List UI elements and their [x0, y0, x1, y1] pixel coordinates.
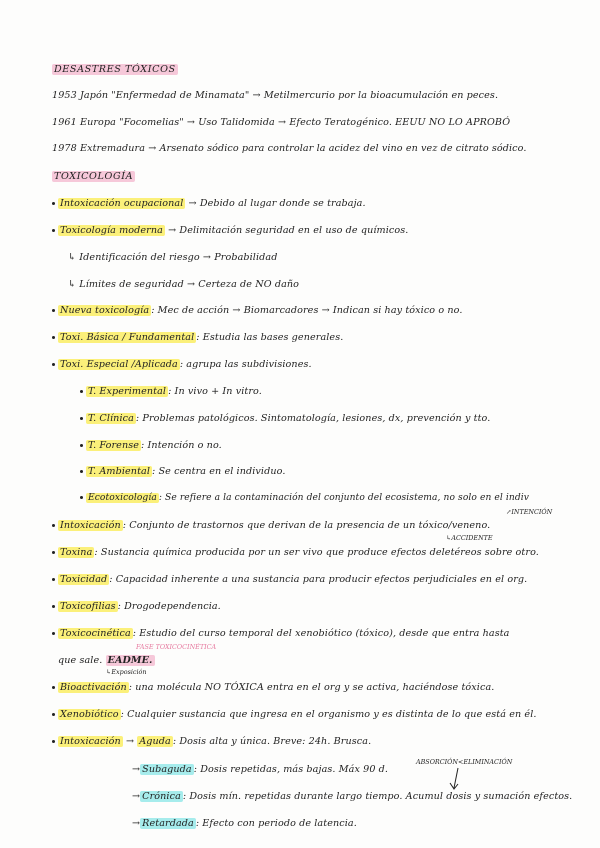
bullet-icon	[52, 309, 55, 312]
arrow-right-icon: →	[132, 764, 141, 775]
definition: : In vivo + In vitro.	[168, 386, 262, 397]
list-item-toxi-especial	[52, 359, 312, 370]
definition: : Efecto con periodo de latencia.	[195, 818, 357, 829]
bullet-icon	[52, 363, 55, 366]
bullet-icon	[52, 578, 55, 581]
definition: : una molécula NO TÓXICA entra en el org y se activa, haciéndose tóxica.	[128, 682, 495, 693]
arrow-right-icon: →	[132, 791, 141, 802]
corner-arrow-icon: ↳	[68, 252, 80, 263]
list-item-intoxicacion	[52, 520, 490, 531]
term: Nueva toxicología	[60, 305, 150, 316]
term: T. Experimental	[88, 386, 167, 397]
label-fase-toxicocinetica: FASE TOXICOCINÉTICA	[136, 643, 217, 651]
sub-item-t-clinica	[80, 413, 490, 424]
list-item-tox-moderna	[52, 225, 408, 236]
intox-subaguda	[132, 764, 388, 775]
bullet-icon	[80, 496, 83, 499]
sub-item-identificacion	[68, 252, 277, 263]
bullet-icon	[52, 551, 55, 554]
list-item-toxicidad	[52, 574, 527, 585]
bullet-icon	[52, 524, 55, 527]
list-item-toxina	[52, 547, 539, 558]
section-toxicologia	[52, 171, 135, 182]
list-item-xenobiotico	[52, 709, 537, 720]
term: Retardada	[142, 818, 194, 829]
definition: → Delimitación seguridad en el uso de químicos.	[164, 225, 409, 236]
definition: : Mec de acción → Biomarcadores → Indican si hay tóxico o no.	[151, 305, 463, 316]
sub-item-t-ambiental	[80, 466, 285, 477]
definition: : Cualquier sustancia que ingresa en el organismo y es distinta de lo que está en él.	[120, 709, 537, 720]
term: Crónica	[142, 791, 181, 802]
definition: : Dosis repetidas, más bajas. Máx 90 d.	[193, 764, 389, 775]
bullet-icon	[52, 202, 55, 205]
bullet-icon	[52, 605, 55, 608]
corner-arrow-icon: ↳	[446, 534, 452, 542]
term: T. Forense	[88, 440, 140, 451]
toxicocinetica-continuation	[58, 655, 155, 666]
corner-arrow-icon: ↳	[106, 668, 112, 676]
definition: : Intención o no.	[141, 440, 222, 451]
term: Toxi. Básica / Fundamental	[60, 332, 195, 343]
note-accidente	[446, 534, 493, 542]
sub-item-ecotox	[80, 493, 529, 503]
term: Toxicofilias	[60, 601, 116, 612]
term: Subaguda	[142, 764, 192, 775]
definition: : Conjunto de trastornos que derivan de la presencia de un tóxico/veneno.	[122, 520, 491, 531]
list-item-toxicocinetica	[52, 628, 510, 639]
list-item-bioactivacion	[52, 682, 494, 693]
corner-arrow-icon: ↳	[68, 279, 80, 290]
list-item-nueva-tox	[52, 305, 463, 316]
intox-retardada	[132, 818, 357, 829]
bullet-icon	[52, 713, 55, 716]
term: Toxi. Especial /Aplicada	[60, 359, 178, 370]
bullet-icon	[80, 444, 83, 447]
term: Toxicidad	[60, 574, 108, 585]
bullet-icon	[52, 336, 55, 339]
sub-item-limites	[68, 279, 299, 290]
sub-item-t-forense	[80, 440, 222, 451]
list-item-intox-ocupacional	[52, 198, 366, 209]
definition: : Se refiere a la contaminación del conjunto del ecosistema, no solo en el indiv	[158, 493, 530, 503]
sub-item-t-experimental	[80, 386, 262, 397]
list-item-intox-tipos	[52, 736, 371, 747]
bullet-icon	[52, 632, 55, 635]
note-absorcion: ABSORCIÓN<ELIMINACIÓN	[416, 758, 513, 766]
list-item-toxi-basica	[52, 332, 343, 343]
term: Aguda	[139, 736, 171, 747]
list-item-toxicofilias	[52, 601, 221, 612]
definition: : Drogodependencia.	[117, 601, 221, 612]
definition: : agrupa las subdivisiones.	[179, 359, 312, 370]
event-1978: 1978 Extremadura → Arsenato sódico para controlar la acidez del vino en vez de citrato sódico.	[52, 143, 527, 154]
definition: : Problemas patológicos. Sintomatología, lesiones, dx, prevención y tto.	[135, 413, 491, 424]
definition: : Sustancia química producida por un ser vivo que produce efectos deletéreos sobre otro.	[94, 547, 539, 558]
page-title	[52, 64, 178, 75]
intox-cronica	[132, 791, 572, 802]
note-text: Exposición	[111, 668, 147, 676]
definition: : Se centra en el individuo.	[152, 466, 286, 477]
bullet-icon	[80, 470, 83, 473]
bullet-icon	[80, 390, 83, 393]
sub-text: Límites de seguridad → Certeza de NO daño	[79, 279, 300, 290]
definition: : Capacidad inherente a una sustancia para producir efectos perjudiciales en el org.	[109, 574, 528, 585]
continuation-text: que sale.	[58, 655, 103, 666]
definition: : Dosis alta y única. Breve: 24h. Brusca.	[172, 736, 372, 747]
term: Bioactivación	[60, 682, 127, 693]
sub-text: Identificación del riesgo → Probabilidad	[79, 252, 278, 263]
note-intencion	[506, 508, 552, 516]
term: Xenobiótico	[60, 709, 119, 720]
term: Toxina	[60, 547, 93, 558]
definition: : Estudia las bases generales.	[196, 332, 344, 343]
note-exposicion	[106, 668, 146, 676]
event-1961: 1961 Europa "Focomelias" → Uso Talidomida → Efecto Teratogénico. EEUU NO LO APROBÓ	[52, 117, 511, 128]
term: T. Ambiental	[88, 466, 151, 477]
term: T. Clínica	[88, 413, 134, 424]
arrow-down-icon	[448, 766, 464, 792]
arrow-right-icon: →	[125, 736, 138, 747]
bullet-icon	[52, 686, 55, 689]
bullet-icon	[80, 417, 83, 420]
bullet-icon	[52, 229, 55, 232]
term: Toxicocinética	[60, 628, 131, 639]
term: Toxicología moderna	[60, 225, 163, 236]
arrow-up-icon: ↗	[506, 508, 512, 516]
bullet-icon	[52, 740, 55, 743]
title-text: DESASTRES TÓXICOS	[54, 64, 176, 75]
note-text: ACCIDENTE	[451, 534, 493, 542]
term: Intoxicación	[60, 520, 121, 531]
definition: : Dosis mín. repetidas durante largo tiempo. Acumul dosis y sumación efectos.	[182, 791, 573, 802]
event-1953: 1953 Japón "Enfermedad de Minamata" → Metilmercurio por la bioacumulación en peces.	[52, 90, 499, 101]
section-text: TOXICOLOGÍA	[54, 171, 134, 182]
term: Ecotoxicología	[88, 493, 157, 503]
term: Intoxicación	[60, 736, 121, 747]
term: Intoxicación ocupacional	[60, 198, 184, 209]
definition: : Estudio del curso temporal del xenobiótico (tóxico), desde que entra hasta	[132, 628, 510, 639]
definition: → Debido al lugar donde se trabaja.	[185, 198, 366, 209]
arrow-right-icon: →	[132, 818, 141, 829]
note-text: INTENCIÓN	[511, 508, 553, 516]
acronym-eadme: EADME.	[107, 655, 153, 666]
